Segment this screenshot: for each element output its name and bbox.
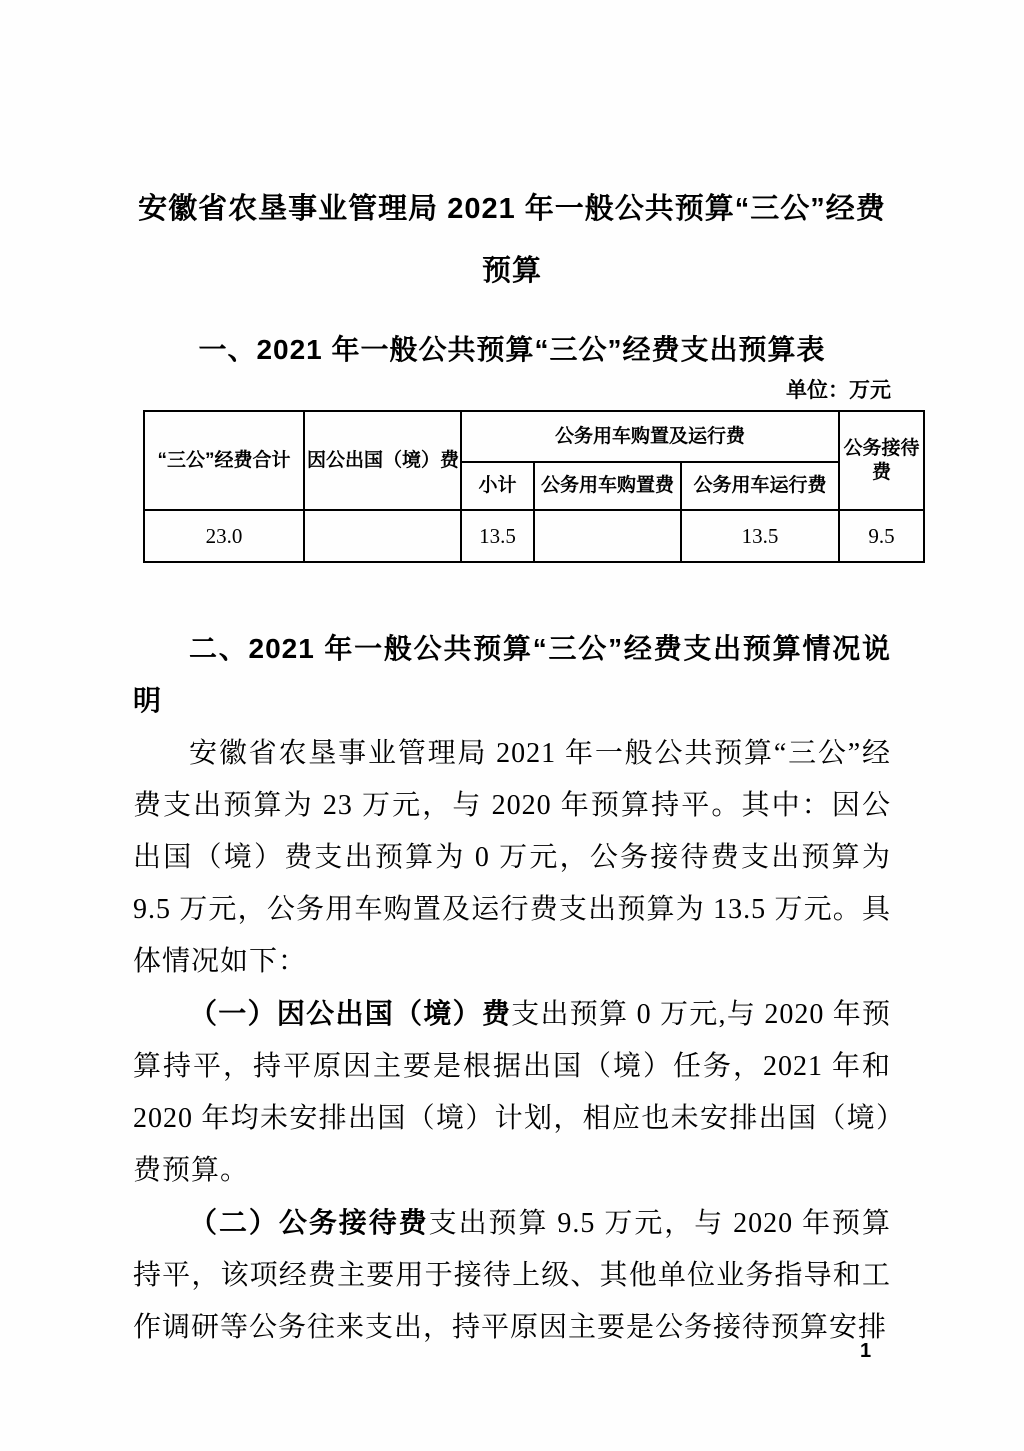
cell-reception-value: 9.5 bbox=[839, 510, 924, 562]
table-header-vehicle-operation: 公务用车运行费 bbox=[681, 462, 839, 510]
table-header-reception: 公务接待费 bbox=[839, 411, 924, 510]
paragraph-abroad-expense-text: 支出预算 0 万元,与 2020 年预算持平，持平原因主要是根据出国（境）任务，2021 年和 2020 年均未安排出国（境）计划，相应也未安排出国（境）费预算。 bbox=[133, 999, 891, 1186]
paragraph-reception-expense-lead: （二）公务接待费 bbox=[189, 1207, 429, 1238]
section1-heading: 一、2021 年一般公共预算“三公”经费支出预算表 bbox=[198, 334, 826, 365]
table-header-vehicle-group: 公务用车购置及运行费 bbox=[461, 411, 839, 462]
paragraph-reception-expense bbox=[133, 1197, 891, 1354]
document-content bbox=[133, 0, 920, 1354]
paragraph-overview-text: 安徽省农垦事业管理局 2021 年一般公共预算“三公”经费支出预算为 23 万元，与 2020 年预算持平。其中：因公出国（境）费支出预算为 0 万元，公务接待费支出预算为 9.5 万元，公务用车购置及运行费支出预算为 13.5 万元。具体情况如下： bbox=[133, 738, 891, 977]
table-header-abroad: 因公出国（境）费 bbox=[304, 411, 461, 510]
paragraph-abroad-expense-lead: （一）因公出国（境）费 bbox=[189, 998, 512, 1029]
section2-heading: 二、2021 年一般公共预算“三公”经费支出预算情况说明 bbox=[133, 633, 891, 716]
three-public-budget-table bbox=[143, 410, 925, 563]
cell-vehicle-purchase-value bbox=[534, 510, 681, 562]
cell-vehicle-subtotal-value: 13.5 bbox=[461, 510, 534, 562]
cell-vehicle-operation-value: 13.5 bbox=[681, 510, 839, 562]
document-title-line-1: 安徽省农垦事业管理局 2021 年一般公共预算“三公”经费 bbox=[138, 193, 886, 225]
table-header-vehicle-subtotal: 小计 bbox=[461, 462, 534, 510]
paragraph-abroad-expense bbox=[133, 988, 891, 1197]
table-header-vehicle-purchase: 公务用车购置费 bbox=[534, 462, 681, 510]
cell-total-value: 23.0 bbox=[144, 510, 304, 562]
document-title-line-2: 预算 bbox=[481, 255, 542, 287]
table-row bbox=[144, 510, 924, 562]
document-title bbox=[133, 178, 891, 302]
paragraph-reception-expense-text: 支出预算 9.5 万元，与 2020 年预算持平，该项经费主要用于接待上级、其他单位业务指导和工作调研等公务往来支出，持平原因主要是公务接待预算安排 bbox=[133, 1208, 891, 1343]
page-number: 1 bbox=[860, 1340, 872, 1362]
table-header-total: “三公”经费合计 bbox=[144, 411, 304, 510]
cell-abroad-value bbox=[304, 510, 461, 562]
table-unit-label: 单位：万元 bbox=[786, 379, 891, 402]
paragraph-overview bbox=[133, 727, 891, 988]
